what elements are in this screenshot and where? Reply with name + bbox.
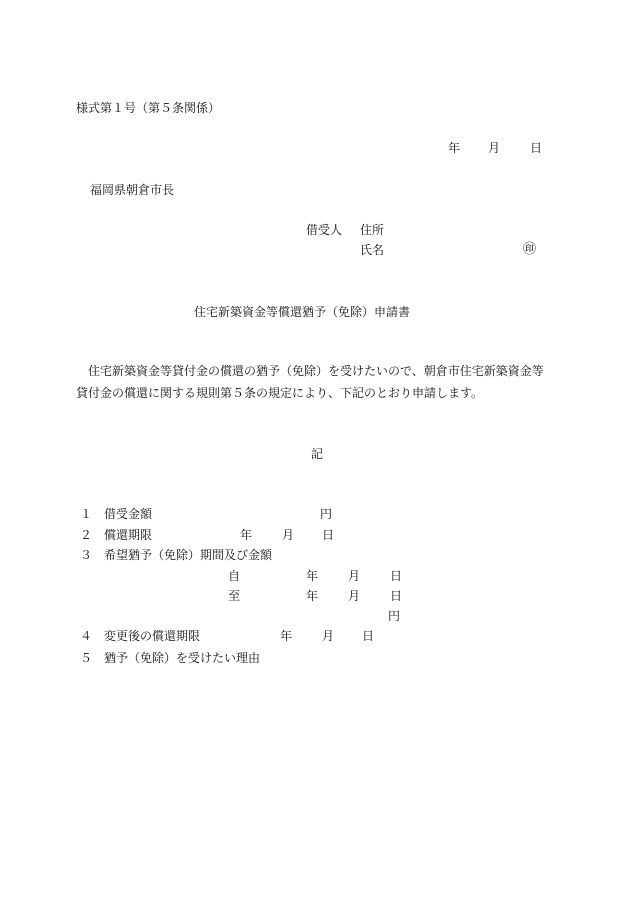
- item-3-to-month: 月: [348, 589, 361, 603]
- item-3-from-day: 日: [390, 569, 403, 583]
- seal-mark: ㊞: [523, 242, 537, 257]
- item-3-from-year: 年: [306, 569, 319, 583]
- item-3-from-month: 月: [348, 569, 361, 583]
- item-3-unit: 円: [388, 609, 401, 623]
- item-3-to-day: 日: [390, 589, 403, 603]
- item-4-label: 変更後の償還期限: [104, 629, 201, 643]
- item-4-year: 年: [280, 629, 293, 643]
- body-paragraph: 住宅新築資金等貸付金の償還の猶予（免除）を受けたいので、朝倉市住宅新築資金等貸付金の償還に関する規則第５条の規定により、下記のとおり申請します。: [76, 364, 544, 400]
- date-month: 月: [488, 141, 501, 155]
- item-4-day: 日: [362, 629, 375, 643]
- item-2-label: 償還期限: [104, 528, 153, 542]
- item-3-to: 至: [228, 589, 241, 603]
- form-label: 様式第１号（第５条関係）: [76, 101, 221, 115]
- item-3-number: ３: [80, 548, 93, 562]
- item-1-number: １: [80, 507, 93, 521]
- item-2-year: 年: [240, 528, 253, 542]
- addressee: 福岡県朝倉市長: [90, 183, 175, 197]
- name-label: 氏名: [360, 243, 385, 257]
- item-3-to-year: 年: [306, 589, 319, 603]
- item-1-label: 借受金額: [104, 507, 153, 521]
- item-5-label: 猶予（免除）を受けたい理由: [104, 651, 261, 665]
- item-5-number: ５: [80, 651, 93, 665]
- address-label: 住所: [360, 223, 385, 237]
- document-title: 住宅新築資金等償還猶予（免除）申請書: [194, 305, 411, 319]
- item-3-from: 自: [228, 569, 241, 583]
- item-1-unit: 円: [320, 507, 333, 521]
- item-2-day: 日: [322, 528, 335, 542]
- date-day: 日: [530, 141, 543, 155]
- item-2-number: ２: [80, 528, 93, 542]
- item-3-label: 希望猶予（免除）期間及び金額: [104, 548, 273, 562]
- item-4-number: ４: [80, 629, 93, 643]
- borrower-label: 借受人: [306, 223, 343, 237]
- date-year: 年: [448, 141, 461, 155]
- item-2-month: 月: [282, 528, 295, 542]
- ki-heading: 記: [311, 447, 324, 461]
- item-4-month: 月: [322, 629, 335, 643]
